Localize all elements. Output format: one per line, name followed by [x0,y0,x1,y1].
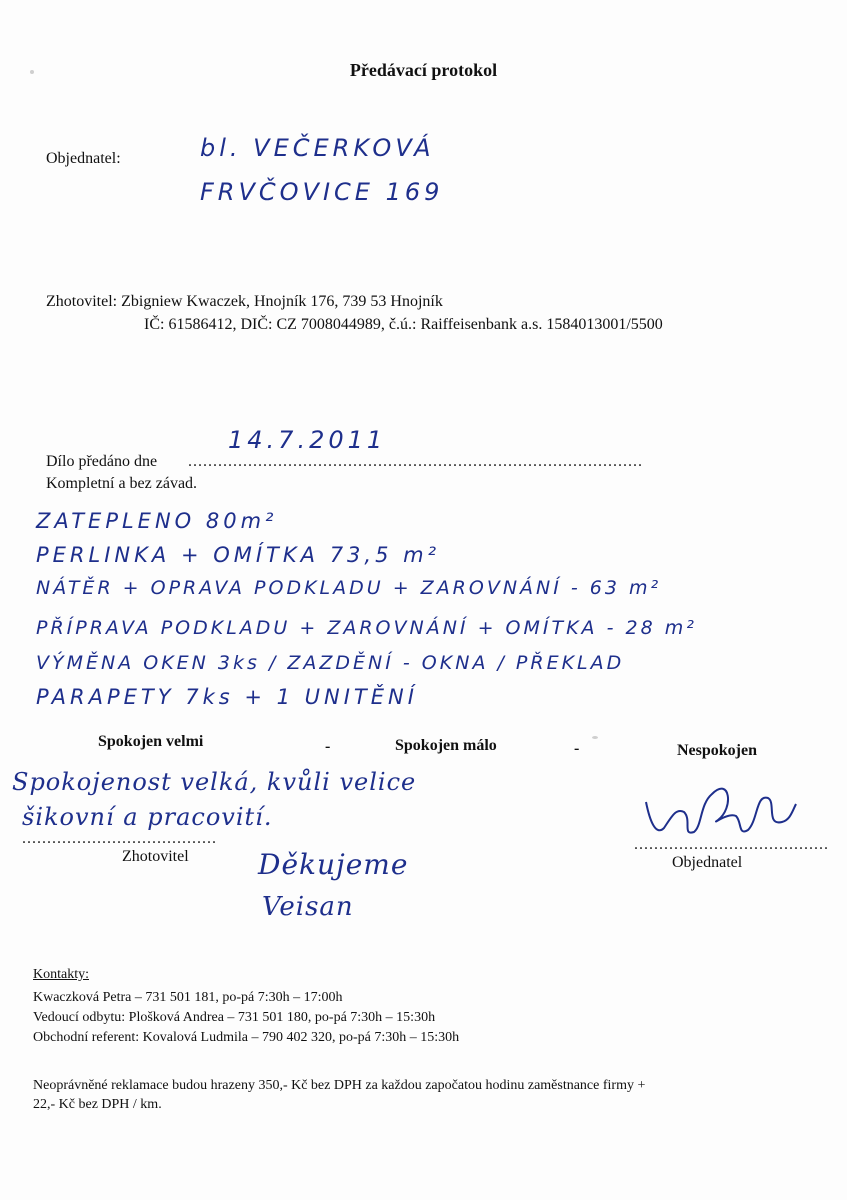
rating-dash: - [325,738,331,755]
customer-comment-handwritten: Spokojenost velká, kvůli velice [12,768,417,796]
work-item: NÁTĚR + OPRAVA PODKLADU + ZAROVNÁNÍ - 63 m² [36,577,662,599]
zhotovitel-info: Zhotovitel: Zbigniew Kwaczek, Hnojník 176, 739 53 Hnojník [46,293,443,310]
rating-nespokojen: Nespokojen [677,742,758,759]
dilo-date-line: ........................................................................................... [188,453,643,470]
footer-note: Neoprávněné reklamace budou hrazeny 350,- Kč bez DPH za každou započatou hodinu zaměstnance firmy + [33,1078,646,1093]
kontakty-heading: Kontakty: [33,967,89,982]
objednatel-label: Objednatel: [46,150,121,167]
contact-line: Vedoucí odbytu: Plošková Andrea – 731 501 180, po-pá 7:30h – 15:30h [33,1010,436,1025]
footer-note: 22,- Kč bez DPH / km. [33,1097,162,1112]
dilo-predano-label: Dílo předáno dne [46,453,158,470]
contact-line: Kwaczková Petra – 731 501 181, po-pá 7:30h – 17:00h [33,990,343,1005]
dilo-date-handwritten: 14.7.2011 [228,426,387,454]
objednatel-signature [636,764,806,844]
zhotovitel-ids: IČ: 61586412, DIČ: CZ 7008044989, č.ú.: Raiffeisenbank a.s. 1584013001/5500 [144,316,663,333]
work-item: PERLINKA + OMÍTKA 73,5 m² [36,543,440,567]
zhotovitel-signature-label: Zhotovitel [122,848,189,865]
objednatel-signature-line: ....................................... [634,836,829,853]
objednatel-address-handwritten: FRVČOVICE 169 [200,178,444,206]
rating-spokojen-velmi: Spokojen velmi [98,733,204,750]
scan-speck [592,736,598,739]
zhotovitel-signature-line: ....................................... [22,830,217,847]
work-item: ZATEPLENO 80m² [36,509,278,533]
document-title: Předávací protokol [349,60,498,80]
work-item: PARAPETY 7ks + 1 UNITĚNÍ [36,685,418,709]
contact-line: Obchodní referent: Kovalová Ludmila – 790 402 320, po-pá 7:30h – 15:30h [33,1030,460,1045]
work-item: VÝMĚNA OKEN 3ks / ZAZDĚNÍ - OKNA / PŘEKLAD [36,652,625,674]
rating-spokojen-malo: Spokojen málo [395,737,497,754]
customer-comment-handwritten: Veisan [262,892,354,922]
customer-comment-handwritten: Děkujeme [258,848,409,881]
objednatel-signature-label: Objednatel [672,854,743,871]
kompletni-text: Kompletní a bez závad. [46,475,198,492]
work-item: PŘÍPRAVA PODKLADU + ZAROVNÁNÍ + OMÍTKA - 28 m² [36,617,697,639]
customer-comment-handwritten: šikovní a pracovití. [22,803,273,831]
rating-dash: - [574,740,580,757]
objednatel-name-handwritten: bl. VEČERKOVÁ [200,134,435,162]
